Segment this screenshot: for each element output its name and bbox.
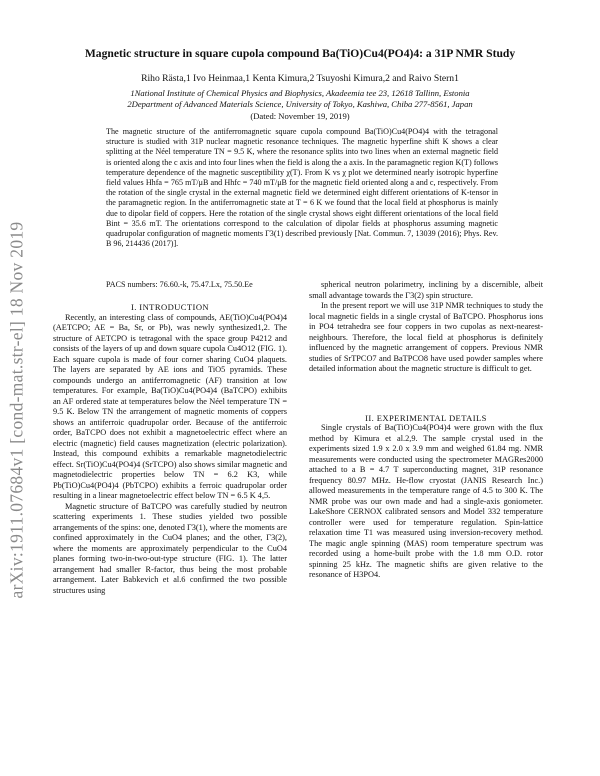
intro-paragraph-4: In the present report we will use 31P NMR techniques to study the local magnetic fields in a single crystal of BaTCPO. Phosphorus ions in PO4 tetrahedra see four coppers in two cupolas as next-nearest-neighbours. Therefore, the local field at phosphorus is definitely influenced by the magnetic arrangement of coppers. Previous NMR studies of SrTPCO7 and BaTPCO8 have used powder samples where detailed information about the magnetic structure is difficult to get.	[309, 301, 543, 373]
left-column	[53, 302, 287, 596]
intro-paragraph-1: Recently, an interesting class of compounds, AE(TiO)Cu4(PO4)4 (AETCPO; AE = Ba, Sr, or Pb), was newly synthesized1,2. The structure of AETCPO is tetragonal with the space group P4212 and consists of the layers of up and down square cupola Cu4O12 (FIG. 1). Each square cupola is made of four corner sharing CuO4 plaquets. The layers are separated by AE ions and TiO5 pyramids. These compounds undergo an antiferromagnetic (AF) transition at low temperatures. For example, Ba(TiO)Cu4(PO4)4 (BaTCPO) exhibits an AF ordered state at temperatures below the Néel temperature TN = 9.5 K. Below TN the arrangement of magnetic moments of coppers shows an antiferroic quadrupolar order. Because of the antiferroic order, BaTCPO does not exhibit a magnetoelectric effect where an electric (magnetic) field causes magnetization (electric polarization). Instead, this compound exhibits a remarkable magnetodielectric effect. Sr(TiO)Cu4(PO4)4 (SrTCPO) also shows similar magnetic and magnetodielectric properties below TN = 6.2 K3, while Pb(TiO)Cu4(PO4)4 (PbTCPO) exhibits a ferroic quadrupolar order resulting in a linear magnetoelectric effect below TN = 6.5 K 4,5.	[53, 312, 287, 500]
experimental-paragraph-1: Single crystals of Ba(TiO)Cu4(PO4)4 were grown with the flux method by Kimura et al.2,9. The sample crystal used in the experiments sized 1.9 x 2.0 x 3.9 mm and weighed 61.84 mg. NMR measurements were conducted using the spectrometer MAGRes2000 attached to a B = 4.7 T superconducting magnet, 31P resonance frequency 80.97 MHz. He-flow cryostat (JANIS Research Inc.) allowed measurements in the temperature range of 4.5 to 300 K. The NMR probe was our own made and had a single-axis goniometer. LakeShore CERNOX calibrated sensors and Model 332 temperature controller were used for temperature regulation. Spin-lattice relaxation time T1 was measured using inversion-recovery method. The magic angle spinning (MAS) room temperature spectrum was recorded using a home-built probe with the 1.8 mm O.D. rotor spinning 25 kHz. The magnetic shifts are given relative to the resonance of H3PO4.	[309, 423, 543, 579]
intro-paragraph-3: spherical neutron polarimetry, inclining by a discernible, albeit small advantage towards the Γ3(2) spin structure.	[309, 280, 543, 300]
date-line: (Dated: November 19, 2019)	[250, 111, 350, 121]
paper-title: Magnetic structure in square cupola compound Ba(TiO)Cu4(PO4)4: a 31P NMR Study	[84, 47, 516, 60]
intro-paragraph-2: Magnetic structure of BaTCPO was carefully studied by neutron scattering experiments 1. These studies yielded two possible arrangements of the spins: one, denoted Γ3(1), where the moments are confined approximately in the CuO4 planes; and the other, Γ3(2), where the moments are approximately perpendicular to the CuO4 planes forming two-in-two-out-type structure (FIG. 1). The latter arrangement had smaller R-factor, thus being the most probable arrangement. Later Babkevich et al.6 confirmed the two possible structures using	[53, 501, 287, 595]
author-list: Riho Rästa,1 Ivo Heinmaa,1 Kenta Kimura,2 Tsuyoshi Kimura,2 and Raivo Stern1	[141, 73, 459, 84]
abstract: The magnetic structure of the antiferromagnetic square cupola compound Ba(TiO)Cu4(PO4)4 with the tetragonal structure is studied with 31P nuclear magnetic resonance techniques. The magnetic hyperfine shift K shows a clear splitting at the Néel temperature TN = 9.5 K, where the resonance splits into two lines when an external magnetic field is oriented along the c axis and into four lines when the field is along the a axis. In the paramagnetic region K(T) follows temperature dependence of the magnetic susceptibility χ(T). From K vs χ plot we determined nearly isotropic hyperfine field values Hhfa = 765 mT/μB and Hhfc = 740 mT/μB for the magnetic field oriented along a and c, respectively. From the rotation of the single crystal in the external magnetic field we determined eight different orientations of K-tensor in the paramagnetic region. In the antiferromagnetic state at T = 6 K we found that the local field at phosphorus is mainly due to dipolar field of coppers. Here the rotation of the single crystal shows eight different orientations of the local field Bint = 35.6 mT. The orientations correspond to the calculation of dipolar fields at phosphorus assuming magnetic quadrupolar configuration of magnetic moments Γ3(1) described previously [Nat. Commun. 7, 13039 (2016); Phys. Rev. B 96, 214436 (2017)].	[106, 127, 498, 249]
section-heading-experimental: II. EXPERIMENTAL DETAILS	[365, 412, 487, 423]
section-heading-introduction: I. INTRODUCTION	[130, 302, 210, 312]
pacs-numbers: PACS numbers: 76.60.-k, 75.47.Lx, 75.50.Ee	[106, 280, 253, 289]
section-spacer	[309, 375, 543, 413]
affiliation-2: 2Department of Advanced Materials Science, University of Tokyo, Kashiwa, Chiba 277-8561, Japan	[127, 99, 473, 109]
right-column	[309, 280, 543, 581]
affiliation-1: 1National Institute of Chemical Physics and Biophysics, Akadeemia tee 23, 12618 Tallinn, Estonia	[130, 88, 470, 98]
arxiv-identifier-stamp: arXiv:1911.07684v1 [cond-mat.str-el] 18 Nov 2019	[6, 221, 27, 599]
